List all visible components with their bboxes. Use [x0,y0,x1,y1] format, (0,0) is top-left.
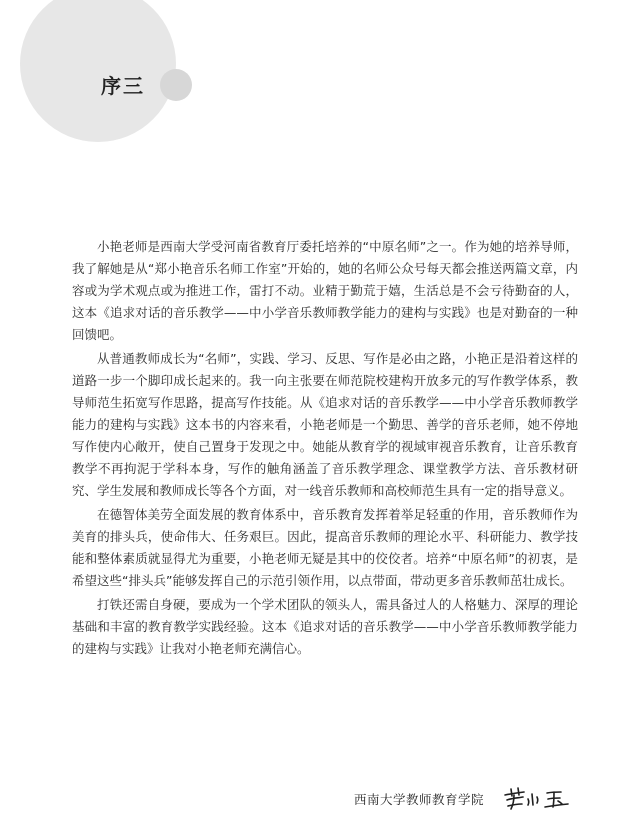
decorative-circle-small [160,69,192,101]
author-affiliation: 西南大学教师教育学院 [354,792,485,807]
paragraph-4: 打铁还需自身硬，要成为一个学术团队的领头人，需具备过人的人格魅力、深厚的理论基础和丰富的教育教学实践经验。这本《追求对话的音乐教学——中小学音乐教师教学能力的建构与实践》让我对小艳老师充满信心。 [72,597,578,656]
paragraph-3: 在德智体美劳全面发展的教育体系中，音乐教育发挥着举足轻重的作用，音乐教师作为美育的排头兵，使命伟大、任务艰巨。因此，提高音乐教师的理论水平、科研能力、教学技能和整体素质就显得尤为重要，小艳老师无疑是其中的佼佼者。培养“中原名师”的初衷，是希望这些“排头兵”能够发挥自己的示范引领作用，以点带面，带动更多音乐教师茁壮成长。 [72,507,578,588]
page-title: 序三 [101,74,145,98]
handwritten-signature [502,786,574,812]
paragraph-1: 小艳老师是西南大学受河南省教育厅委托培养的“中原名师”之一。作为她的培养导师，我了解她是从“郑小艳音乐名师工作室”开始的，她的名师公众号每天都会推送两篇文章，内容或为学术观点或为推进工作，雷打不动。业精于勤荒于嬉，生活总是不会亏待勤奋的人，这本《追求对话的音乐教学——中小学音乐教师教学能力的建构与实践》也是对勤奋的一种回馈吧。 [72,239,578,342]
paragraph-2: 从普通教师成长为“名师”，实践、学习、反思、写作是必由之路，小艳正是沿着这样的道路一步一个脚印成长起来的。我一向主张要在师范院校建构开放多元的写作教学体系，教导师范生拓宽写作思路，提高写作技能。从《追求对话的音乐教学——中小学音乐教师教学能力的建构与实践》这本书的内容来看，小艳老师是一个勤思、善学的音乐老师，她不停地写作使内心敞开，使自己置身于发现之中。她能从教育学的视域审视音乐教育，让音乐教育教学不再拘泥于学科本身，写作的触角涵盖了音乐教学理念、课堂教学方法、音乐教材研究、学生发展和教师成长等各个方面，对一线音乐教师和高校师范生具有一定的指导意义。 [72,351,578,498]
signature-line [354,786,574,812]
preface-body [72,236,578,662]
decorative-circle-large [20,0,176,142]
